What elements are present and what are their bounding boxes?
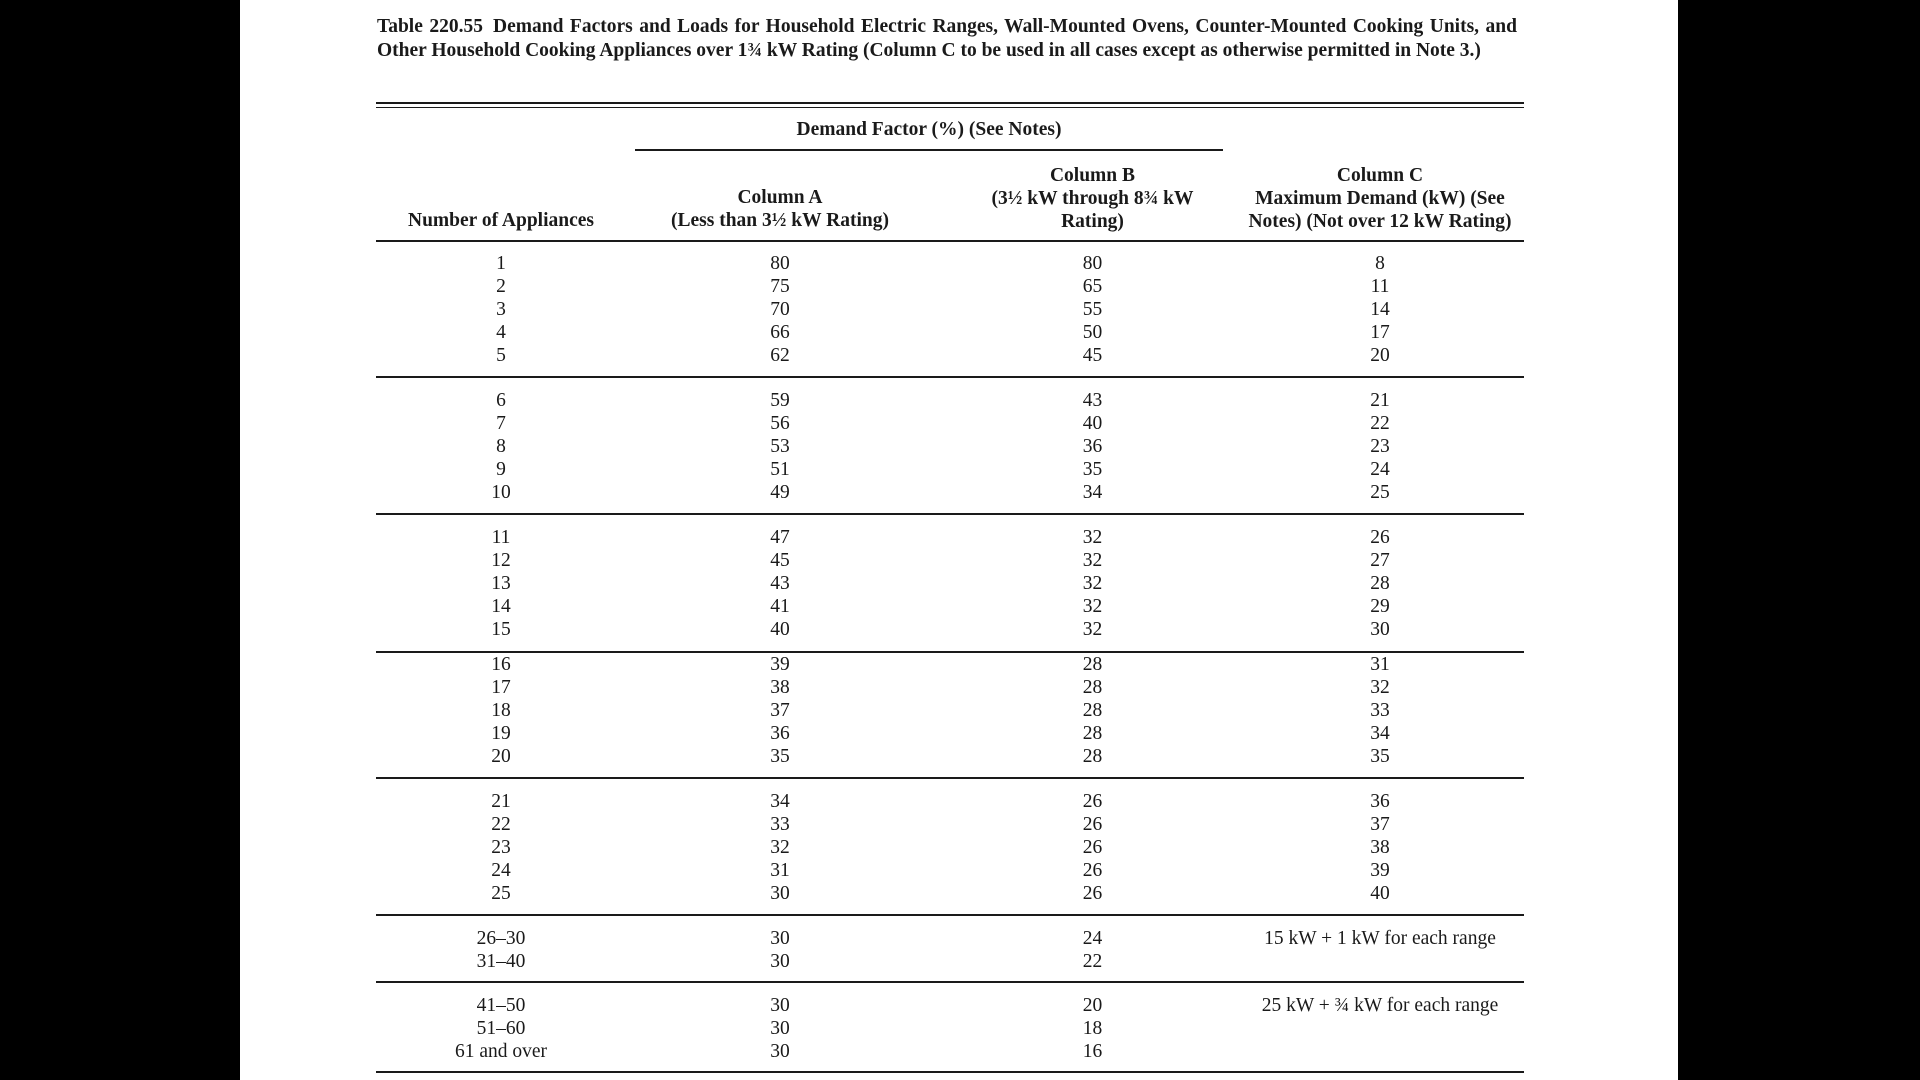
number-cell: 26–30 <box>476 928 526 949</box>
column-a-cell: 47 <box>770 527 790 548</box>
column-c-cell: 36 <box>1370 791 1390 812</box>
number-cell: 9 <box>496 459 506 480</box>
column-c-cell: 22 <box>1370 413 1390 434</box>
column-a-cell: 56 <box>770 413 790 434</box>
column-c-cell: 11 <box>1370 276 1390 297</box>
column-c-cell: 27 <box>1370 550 1390 571</box>
column-a-cell: 30 <box>770 951 790 972</box>
group-separator-rule <box>376 651 1524 653</box>
group-separator-rule <box>376 914 1524 916</box>
number-cell: 21 <box>491 791 511 812</box>
column-a-cell: 30 <box>770 928 790 949</box>
column-a-cell: 70 <box>770 299 790 320</box>
column-a-cell: 49 <box>770 482 790 503</box>
column-b-cell: 28 <box>1082 677 1103 698</box>
column-c-cell: 8 <box>1375 253 1385 274</box>
number-cell: 25 <box>491 883 511 904</box>
number-cell: 2 <box>496 276 506 297</box>
group-header-rule <box>635 149 1223 151</box>
column-a-cell: 80 <box>770 253 790 274</box>
header-column-a <box>635 186 925 232</box>
column-a-cell: 36 <box>770 723 790 744</box>
document-page <box>240 0 1678 1080</box>
number-cell: 51–60 <box>476 1018 526 1039</box>
number-cell: 18 <box>491 700 511 721</box>
column-c-cell: 34 <box>1370 723 1390 744</box>
column-c-cell: 26 <box>1370 527 1390 548</box>
column-c-cell: 14 <box>1370 299 1390 320</box>
column-a-cell: 31 <box>770 860 790 881</box>
number-cell: 22 <box>491 814 511 835</box>
number-cell: 17 <box>491 677 511 698</box>
table-number: Table 220.55 <box>377 16 484 37</box>
group-separator-rule <box>376 981 1524 983</box>
column-b-cell: 65 <box>1082 276 1103 297</box>
number-cell: 41–50 <box>476 995 526 1016</box>
number-cell: 6 <box>496 390 506 411</box>
column-a-cell: 32 <box>770 837 790 858</box>
column-b-cell: 36 <box>1082 436 1103 457</box>
column-b-cell: 45 <box>1082 345 1103 366</box>
column-b-cell: 24 <box>1082 928 1103 949</box>
column-a-cell: 30 <box>770 995 790 1016</box>
group-separator-rule <box>376 513 1524 515</box>
demand-factor-group-header: Demand Factor (%) (See Notes) <box>796 119 1062 140</box>
column-c-cell: 37 <box>1370 814 1390 835</box>
number-cell: 61 and over <box>454 1041 548 1062</box>
number-cell: 7 <box>496 413 506 434</box>
column-b-cell: 26 <box>1082 837 1103 858</box>
number-cell: 3 <box>496 299 506 320</box>
column-b-cell: 35 <box>1082 459 1103 480</box>
number-cell: 5 <box>496 345 506 366</box>
column-b-cell: 55 <box>1082 299 1103 320</box>
column-b-cell: 32 <box>1082 573 1103 594</box>
top-rule <box>376 102 1524 104</box>
number-cell: 31–40 <box>476 951 526 972</box>
number-cell: 19 <box>491 723 511 744</box>
column-c-cell: 23 <box>1370 436 1390 457</box>
column-a-cell: 62 <box>770 345 790 366</box>
column-c-cell: 30 <box>1370 619 1390 640</box>
column-b-cell: 26 <box>1082 860 1103 881</box>
number-cell: 15 <box>491 619 511 640</box>
column-b-cell: 32 <box>1082 550 1103 571</box>
column-c-cell: 35 <box>1370 746 1390 767</box>
column-b-cell: 26 <box>1082 814 1103 835</box>
column-a-cell: 39 <box>770 654 790 675</box>
column-a-cell: 40 <box>770 619 790 640</box>
column-a-cell: 59 <box>770 390 790 411</box>
column-a-cell: 33 <box>770 814 790 835</box>
column-c-cell: 25 <box>1370 482 1390 503</box>
column-a-cell: 35 <box>770 746 790 767</box>
number-cell: 10 <box>491 482 511 503</box>
column-b-cell: 32 <box>1082 619 1103 640</box>
header-column-c-subtitle-2: Notes) (Not over 12 kW Rating) <box>1248 211 1512 232</box>
column-a-cell: 30 <box>770 1018 790 1039</box>
header-column-b-subtitle-2: Rating) <box>1061 211 1124 232</box>
column-a-cell: 66 <box>770 322 790 343</box>
column-b-cell: 32 <box>1082 527 1103 548</box>
column-c-cell: 31 <box>1370 654 1390 675</box>
column-c-cell: 29 <box>1370 596 1390 617</box>
number-cell: 20 <box>491 746 511 767</box>
column-a-cell: 37 <box>770 700 790 721</box>
header-column-c-title: Column C <box>1336 165 1424 186</box>
number-cell: 16 <box>491 654 511 675</box>
header-column-c <box>1230 164 1530 233</box>
column-b-cell: 26 <box>1082 883 1103 904</box>
column-c-cell: 25 kW + ¾ kW for each range <box>1261 995 1499 1016</box>
number-cell: 23 <box>491 837 511 858</box>
column-a-cell: 30 <box>770 883 790 904</box>
column-a-cell: 41 <box>770 596 790 617</box>
column-b-cell: 40 <box>1082 413 1103 434</box>
number-cell: 13 <box>491 573 511 594</box>
column-c-cell: 20 <box>1370 345 1390 366</box>
column-b-cell: 80 <box>1082 253 1103 274</box>
number-cell: 11 <box>491 527 511 548</box>
number-cell: 4 <box>496 322 506 343</box>
table-caption <box>377 15 1517 62</box>
number-cell: 1 <box>496 253 506 274</box>
table-title: Demand Factors and Loads for Household Electric Ranges, Wall-Mounted Ovens, Counter-Mounted Cooking Units, and Other Household Cooking Appliances over 1¾ kW Rating (Column C to be used in all cases except as otherwise permitted in Note 3.) <box>377 16 1517 61</box>
column-c-cell: 17 <box>1370 322 1390 343</box>
column-c-cell: 39 <box>1370 860 1390 881</box>
column-b-cell: 18 <box>1082 1018 1103 1039</box>
column-b-cell: 28 <box>1082 746 1103 767</box>
number-cell: 8 <box>496 436 506 457</box>
header-column-c-subtitle-1: Maximum Demand (kW) (See <box>1255 188 1505 209</box>
column-a-cell: 51 <box>770 459 790 480</box>
column-a-cell: 75 <box>770 276 790 297</box>
group-separator-rule <box>376 376 1524 378</box>
bottom-rule <box>376 1071 1524 1073</box>
column-b-cell: 28 <box>1082 723 1103 744</box>
column-c-cell: 21 <box>1370 390 1390 411</box>
number-cell: 12 <box>491 550 511 571</box>
top-rule-inner <box>376 107 1524 109</box>
header-column-b <box>950 164 1235 233</box>
header-column-b-subtitle-1: (3½ kW through 8¾ kW <box>991 188 1194 209</box>
number-cell: 14 <box>491 596 511 617</box>
column-c-cell: 38 <box>1370 837 1390 858</box>
column-b-cell: 32 <box>1082 596 1103 617</box>
column-b-cell: 16 <box>1082 1041 1103 1062</box>
number-cell: 24 <box>491 860 511 881</box>
column-b-cell: 28 <box>1082 654 1103 675</box>
column-b-cell: 28 <box>1082 700 1103 721</box>
column-c-cell: 32 <box>1370 677 1390 698</box>
column-b-cell: 26 <box>1082 791 1103 812</box>
header-bottom-rule <box>376 240 1524 242</box>
column-a-cell: 53 <box>770 436 790 457</box>
column-a-cell: 45 <box>770 550 790 571</box>
column-b-cell: 20 <box>1082 995 1103 1016</box>
header-column-a-subtitle: (Less than 3½ kW Rating) <box>671 210 889 231</box>
column-c-cell: 28 <box>1370 573 1390 594</box>
column-c-cell: 40 <box>1370 883 1390 904</box>
column-a-cell: 30 <box>770 1041 790 1062</box>
header-number-of-appliances: Number of Appliances <box>408 210 594 231</box>
column-b-cell: 43 <box>1082 390 1103 411</box>
column-a-cell: 38 <box>770 677 790 698</box>
column-b-cell: 22 <box>1082 951 1103 972</box>
group-separator-rule <box>376 777 1524 779</box>
column-a-cell: 43 <box>770 573 790 594</box>
column-b-cell: 34 <box>1082 482 1103 503</box>
column-a-cell: 34 <box>770 791 790 812</box>
column-c-cell: 15 kW + 1 kW for each range <box>1264 928 1496 949</box>
header-column-a-title: Column A <box>737 187 823 208</box>
header-column-b-title: Column B <box>1049 165 1136 186</box>
column-c-cell: 24 <box>1370 459 1390 480</box>
column-c-cell: 33 <box>1370 700 1390 721</box>
column-b-cell: 50 <box>1082 322 1103 343</box>
